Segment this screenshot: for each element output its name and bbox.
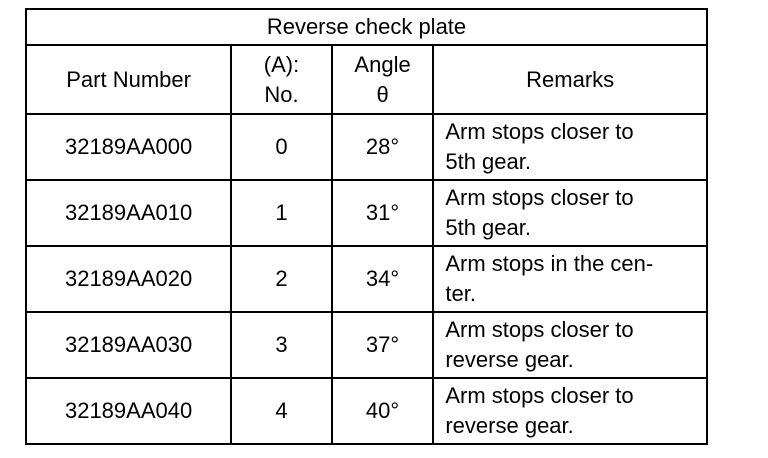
header-no-line1: (A): [263,51,300,77]
cell-no: 3 [231,312,332,378]
remark-line1: Arm stops in the cen- [445,251,654,276]
table-title: Reverse check plate [26,9,707,45]
cell-remark [433,246,707,312]
reverse-check-plate-table [25,8,708,445]
table-row [26,312,707,378]
table-row [26,180,707,246]
cell-no: 1 [231,180,332,246]
cell-angle: 40° [332,378,434,444]
cell-remark [433,180,707,246]
table-row [26,378,707,444]
table-title-row [26,9,707,45]
cell-remark [433,114,707,180]
cell-part-number: 32189AA020 [26,246,231,312]
header-no-line2: No. [264,81,299,107]
header-part-number: Part Number [26,45,231,114]
cell-part-number: 32189AA040 [26,378,231,444]
table-row [26,246,707,312]
header-remarks: Remarks [433,45,707,114]
header-angle-line2: θ [376,81,389,107]
remark-line1: Arm stops closer to [445,317,634,342]
cell-angle: 34° [332,246,434,312]
remark-line1: Arm stops closer to [445,119,634,144]
table-row [26,114,707,180]
remark-line1: Arm stops closer to [445,185,634,210]
cell-part-number: 32189AA010 [26,180,231,246]
remark-line2: 5th gear. [445,149,531,174]
header-angle-line1: Angle [354,51,411,77]
cell-part-number: 32189AA030 [26,312,231,378]
remark-line2: reverse gear. [445,413,574,438]
remark-line2: 5th gear. [445,215,531,240]
cell-angle: 28° [332,114,434,180]
remark-line2: reverse gear. [445,347,574,372]
header-angle [332,45,434,114]
header-no [231,45,332,114]
cell-no: 2 [231,246,332,312]
remark-line2: ter. [445,281,476,306]
cell-remark [433,378,707,444]
cell-remark [433,312,707,378]
cell-angle: 37° [332,312,434,378]
cell-part-number: 32189AA000 [26,114,231,180]
remark-line1: Arm stops closer to [445,383,634,408]
cell-no: 4 [231,378,332,444]
cell-angle: 31° [332,180,434,246]
table-header-row [26,45,707,114]
cell-no: 0 [231,114,332,180]
